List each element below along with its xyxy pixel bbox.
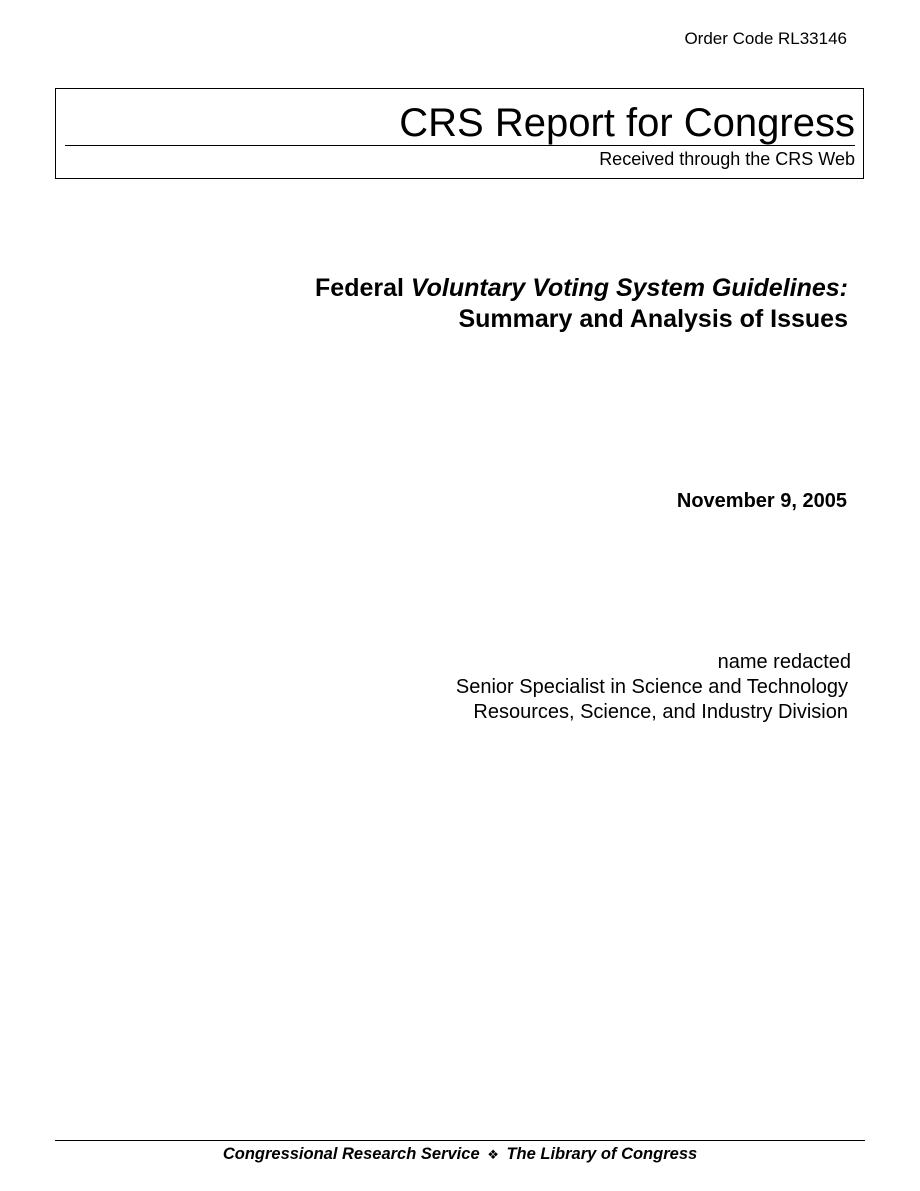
report-title-line2: Summary and Analysis of Issues (458, 305, 848, 333)
report-title (148, 273, 848, 335)
header-title: CRS Report for Congress (399, 101, 855, 145)
author-block (456, 650, 851, 725)
report-title-line1 (148, 273, 848, 304)
footer-right: The Library of Congress (506, 1145, 698, 1163)
author-division: Resources, Science, and Industry Division (473, 701, 848, 723)
footer-divider (55, 1140, 865, 1141)
footer (55, 1143, 865, 1167)
report-date: November 9, 2005 (676, 490, 847, 512)
report-title-prefix: Federal (315, 274, 411, 302)
diamond-separator-icon: ❖ (487, 1148, 499, 1163)
report-title-italic: Voluntary Voting System Guidelines: (410, 274, 848, 302)
header-divider (65, 145, 855, 146)
footer-left: Congressional Research Service (222, 1145, 480, 1163)
author-name: name redacted (717, 651, 851, 673)
order-code: Order Code RL33146 (684, 29, 847, 48)
author-position: Senior Specialist in Science and Technology (455, 676, 848, 698)
header-subtitle: Received through the CRS Web (599, 149, 855, 169)
